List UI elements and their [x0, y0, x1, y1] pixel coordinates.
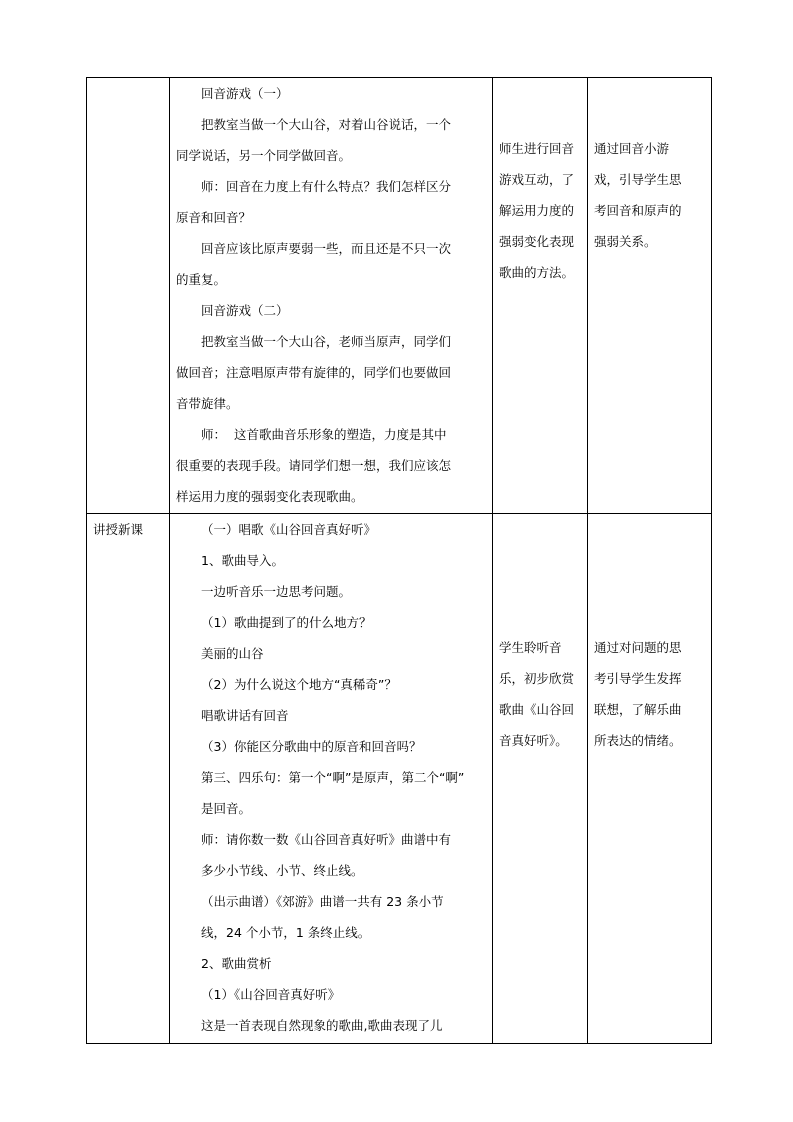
content-cell: [170, 514, 493, 1044]
design-intent-line: 强弱关系。: [594, 234, 657, 249]
content-line: 音带旋律。: [176, 396, 239, 411]
content-line: 美丽的山谷: [201, 646, 264, 661]
student-activity-line: 解运用力度的: [499, 203, 575, 218]
table-row: [87, 78, 712, 514]
content-cell: [170, 78, 493, 514]
content-line: 这是一首表现自然现象的歌曲,歌曲表现了儿: [201, 1018, 443, 1033]
content-line: 线，24 个小节，1 条终止线。: [201, 925, 371, 940]
content-line: （一）唱歌《山谷回音真好听》: [201, 522, 377, 537]
stage-cell: [87, 78, 170, 514]
design-intent-line: 考回音和原声的: [594, 203, 682, 218]
content-line: 把教室当做一个大山谷，老师当原声，同学们: [201, 334, 452, 349]
content-line: 师：回音在力度上有什么特点？我们怎样区分: [201, 179, 452, 194]
content-line: 多少小节线、小节、终止线。: [201, 863, 364, 878]
content-line: 很重要的表现手段。请同学们想一想，我们应该怎: [176, 458, 452, 473]
design-intent-line: 联想，了解乐曲: [594, 702, 682, 717]
content-line: 样运用力度的强弱变化表现歌曲。: [176, 489, 364, 504]
student-activity-line: 乐，初步欣赏: [499, 671, 575, 686]
student-activity-line: 强弱变化表现: [499, 234, 575, 249]
lesson-plan-table: [86, 77, 712, 1044]
content-line: 师：请你数一数《山谷回音真好听》曲谱中有: [201, 832, 452, 847]
content-line: 1、歌曲导入。: [201, 553, 284, 568]
content-line: 回音应该比原声要弱一些，而且还是不只一次: [201, 241, 452, 256]
student-activity-line: 音真好听》。: [499, 733, 568, 748]
student-activity-line: 歌曲《山谷回: [499, 702, 575, 717]
content-line: 师： 这首歌曲音乐形象的塑造，力度是其中: [201, 427, 447, 442]
stage-cell: [87, 514, 170, 1044]
design-intent-cell: [588, 514, 712, 1044]
content-line: 回音游戏（二）: [201, 303, 289, 318]
content-line: 做回音；注意唱原声带有旋律的，同学们也要做回: [176, 365, 452, 380]
design-intent-cell: [588, 78, 712, 514]
content-line: 一边听音乐一边思考问题。: [201, 584, 352, 599]
design-intent-line: 所表达的情绪。: [594, 733, 682, 748]
student-activity-cell: [493, 514, 588, 1044]
content-line: 唱歌讲话有回音: [201, 708, 289, 723]
content-line: 的重复。: [176, 272, 227, 287]
stage-label: 讲授新课: [93, 522, 144, 537]
content-line: （1）歌曲提到了的什么地方？: [201, 615, 372, 630]
content-line: 第三、四乐句：第一个“啊”是原声，第二个“啊”: [201, 770, 465, 785]
content-line: 把教室当做一个大山谷，对着山谷说话，一个: [201, 117, 452, 132]
content-line: 回音游戏（一）: [201, 86, 289, 101]
design-intent-line: 戏，引导学生思: [594, 172, 682, 187]
content-line: 是回音。: [201, 801, 252, 816]
content-line: （3）你能区分歌曲中的原音和回音吗？: [201, 739, 422, 754]
content-line: （2）为什么说这个地方“真稀奇”？: [201, 677, 397, 692]
student-activity-line: 学生聆听音: [499, 640, 562, 655]
student-activity-line: 游戏互动，了: [499, 172, 575, 187]
content-line: （出示曲谱）《郊游》曲谱一共有 23 条小节: [201, 894, 444, 909]
student-activity-line: 歌曲的方法。: [499, 265, 575, 280]
content-line: 原音和回音？: [176, 210, 252, 225]
content-line: （1）《山谷回音真好听》: [201, 987, 341, 1002]
content-line: 2、歌曲赏析: [201, 956, 272, 971]
design-intent-line: 通过回音小游: [594, 141, 670, 156]
table-row: [87, 514, 712, 1044]
design-intent-line: 通过对问题的思: [594, 640, 682, 655]
student-activity-line: 师生进行回音: [499, 141, 575, 156]
content-line: 同学说话，另一个同学做回音。: [176, 148, 352, 163]
design-intent-line: 考引导学生发挥: [594, 671, 682, 686]
student-activity-cell: [493, 78, 588, 514]
